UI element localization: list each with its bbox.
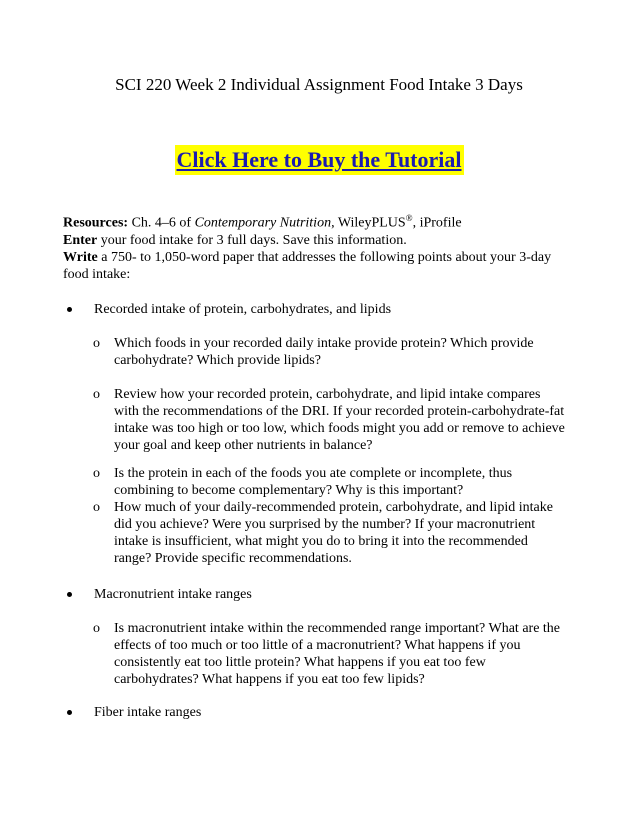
sub-item [93, 465, 567, 499]
page-title: SCI 220 Week 2 Individual Assignment Food Intake 3 Days [115, 75, 523, 94]
bullet-text: Macronutrient intake ranges [94, 587, 252, 602]
resources-line [63, 210, 563, 232]
registered-mark: ® [405, 213, 413, 223]
sub-bullet-icon: o [93, 621, 100, 636]
resources-post: , iProfile [412, 215, 462, 231]
sub-item [93, 620, 567, 688]
enter-label: Enter [63, 232, 98, 248]
buy-link-container [0, 145, 638, 175]
resources-label: Resources: [63, 215, 129, 231]
bullet-list-1 [63, 301, 573, 318]
bullet-dot-icon [67, 592, 72, 597]
bullet-item [63, 586, 573, 603]
sub-bullet-icon: o [93, 500, 100, 515]
sub-item-text: Which foods in your recorded daily intake provide protein? Which provide carbohydrate? Which provide lipids? [114, 336, 534, 368]
sub-item [93, 499, 567, 567]
bullet-item [63, 704, 573, 721]
resources-pre: Ch. 4–6 of [128, 215, 195, 231]
bullet-text: Fiber intake ranges [94, 705, 202, 720]
instructions [63, 210, 563, 283]
write-line [63, 249, 563, 283]
sub-bullet-icon: o [93, 466, 100, 481]
bullet-text: Recorded intake of protein, carbohydrates, and lipids [94, 302, 392, 317]
resources-mid: , WileyPLUS [331, 215, 406, 231]
enter-text: your food intake for 3 full days. Save this information. [97, 232, 407, 248]
write-label: Write [63, 249, 98, 265]
bullet-dot-icon [67, 307, 72, 312]
sub-item [93, 386, 567, 454]
sub-bullet-icon: o [93, 387, 100, 402]
bullet-dot-icon [67, 710, 72, 715]
sub-bullet-icon: o [93, 336, 100, 351]
resources-book: Contemporary Nutrition [194, 215, 332, 231]
buy-tutorial-link[interactable]: Click Here to Buy the Tutorial [175, 145, 464, 175]
sub-item [93, 335, 567, 369]
sub-item-text: Is macronutrient intake within the recommended range important? What are the effects of too much or too little of a macronutrient? What happens if you consistently eat too little protein? What happens if you eat too few carbohydrates? What happens if you eat too few lipids? [114, 621, 561, 687]
sub-item-text: Is the protein in each of the foods you ate complete or incomplete, thus combining to become complementary? Why is this important? [114, 466, 513, 498]
write-text: a 750- to 1,050-word paper that addresses the following points about your 3-day food intake: [63, 249, 552, 282]
bullet-list-3 [63, 704, 573, 721]
enter-line [63, 232, 563, 249]
bullet-item [63, 301, 573, 318]
sub-item-text: How much of your daily-recommended protein, carbohydrate, and lipid intake did you achieve? Were you surprised by the number? If your macronutrient intake is insufficient, what might you do to bring it into the recommended range? Provide specific recommendations. [114, 500, 553, 566]
sub-item-text: Review how your recorded protein, carbohydrate, and lipid intake compares with the recommendations of the DRI. If your recorded protein-carbohydrate-fat intake was too high or too low, which foods might you add or remove to achieve your goal and keep other nutrients in balance? [114, 387, 565, 453]
bullet-list-2 [63, 586, 573, 603]
